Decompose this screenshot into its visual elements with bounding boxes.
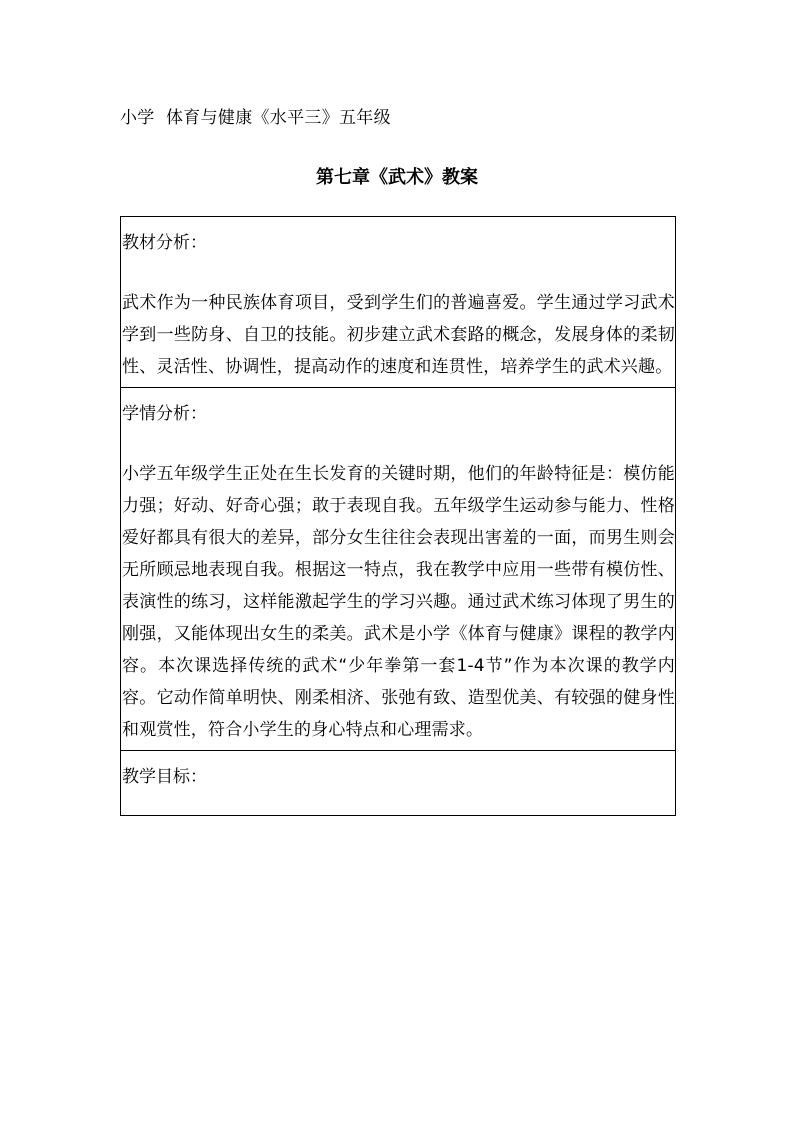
material-analysis-heading: 教材分析： [122,233,207,253]
document-title: 第七章《武术》教案 [316,167,478,188]
student-analysis-heading: 学情分析： [122,404,207,424]
material-analysis-text: 武术作为一种民族体育项目，受到学生们的普遍喜爱。学生通过学习武术学到一些防身、自卫的技能。初步建立武术套路的概念，发展身体的柔韧性、灵活性、协调性，提高动作的速度和连贯性，培养学生的武术兴趣。 [122,293,675,377]
table-row-material-analysis [121,217,676,388]
document-subtitle: 小学 体育与健康《水平三》五年级 [120,108,391,128]
student-analysis-text: 小学五年级学生正处在生长发育的关键时期，他们的年龄特征是：模仿能力强；好动、好奇心强；敢于表现自我。五年级学生运动参与能力、性格爱好都具有很大的差异，部分女生往往会表现出害羞的一面，而男生则会无所顾忌地表现自我。根据这一特点，我在教学中应用一些带有模仿性、表演性的练习，这样能激起学生的学习兴趣。通过武术练习体现了男生的刚强，又能体现出女生的柔美。武术是小学《体育与健康》课程的教学内容。本次课选择传统的武术“少年拳第一套1-4节”作为本次课的教学内容。它动作简单明快、刚柔相济、张弛有致、造型优美、有较强的健身性和观赏性，符合小学生的身心特点和心理需求。 [122,464,675,740]
teaching-goals-cell [121,751,676,816]
material-analysis-cell [121,217,676,388]
table-row-student-analysis [121,388,676,751]
lesson-plan-table [120,216,676,816]
student-analysis-cell [121,388,676,751]
teaching-goals-heading: 教学目标： [122,767,207,787]
table-row-teaching-goals [121,751,676,816]
